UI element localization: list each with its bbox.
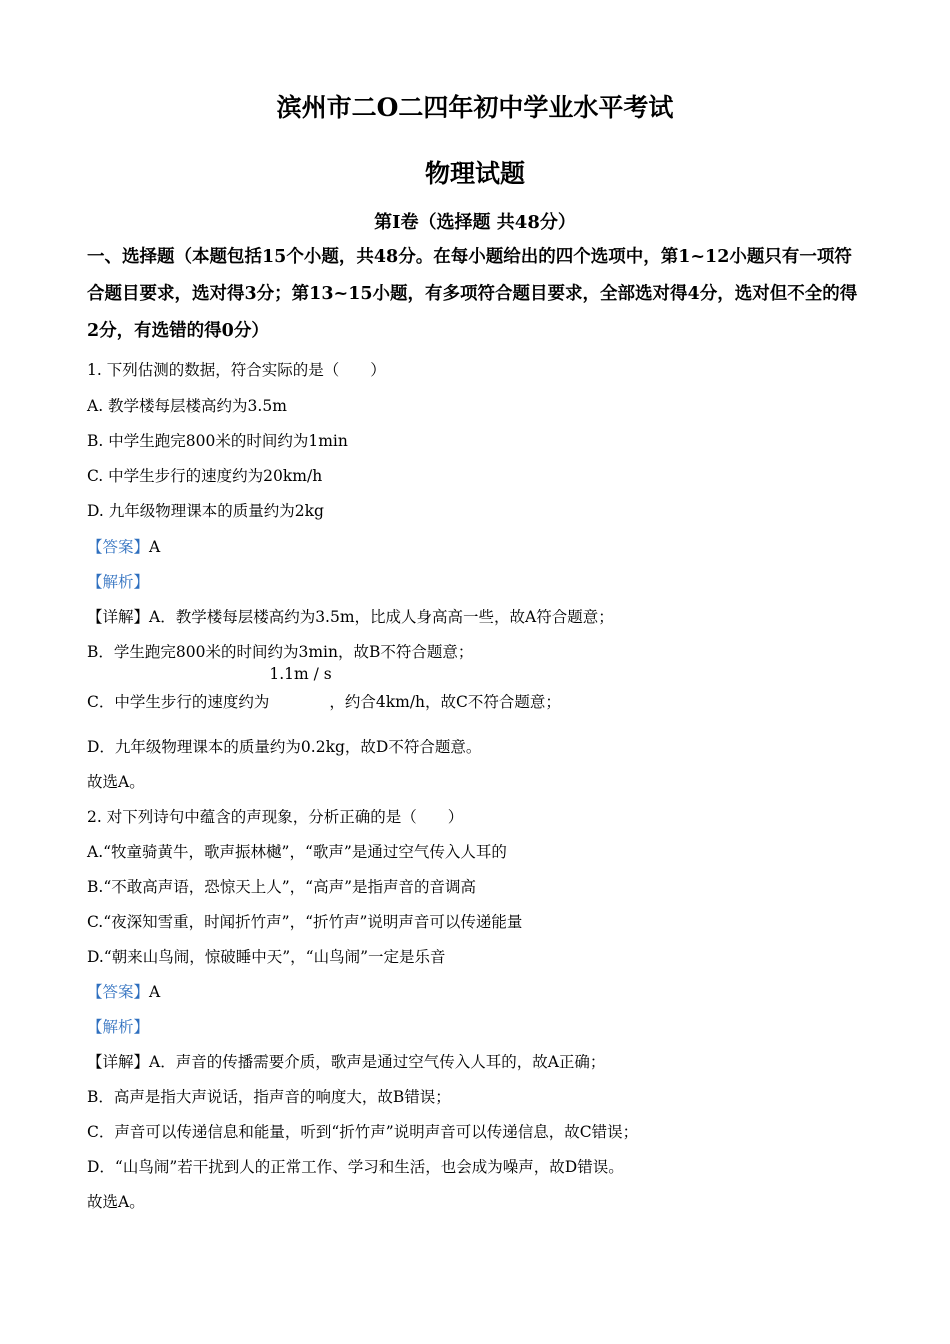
answer-value: A (149, 983, 161, 1001)
q1-option-c: C. 中学生步行的速度约为20km/h (87, 467, 323, 485)
q2-option-c: C.“夜深知雪重，时闻折竹声”，“折竹声”说明声音可以传递能量 (87, 913, 523, 931)
q2-option-a: A.“牧童骑黄牛，歌声振林樾”，“歌声”是通过空气传入人耳的 (87, 843, 507, 861)
q1-detail-b: B．学生跑完800米的时间约为3min，故B不符合题意； (87, 643, 474, 661)
answer-tag: 【答案】 (87, 538, 150, 556)
section-heading: 一、选择题（本题包括15个小题，共48分。在每小题给出的四个选项中，第1~12小题只有一项符合题目要求，选对得3分；第13~15小题，有多项符合题目要求，全部选对得4分，选对但不全的得2分，有选错的得0分） (87, 247, 858, 341)
q2-detail-a: 【详解】A．声音的传播需要介质，歌声是通过空气传入人耳的，故A正确； (87, 1053, 606, 1071)
q1-detail-c-tail: ，约合4km/h，故C不符合题意； (329, 693, 561, 711)
speed-formula (269, 665, 332, 707)
subject-title: 物理试题 (424, 159, 525, 188)
q1-conclusion: 故选A。 (87, 773, 145, 791)
q2-option-d: D.“朝来山鸟闹，惊破睡中天”，“山鸟闹”一定是乐音 (87, 948, 446, 966)
q2-stem: 2. 对下列诗句中蕴含的声现象，分析正确的是（ ） (87, 808, 464, 826)
q1-detail-d: D．九年级物理课本的质量约为0.2kg，故D不符合题意。 (87, 738, 482, 756)
q2-detail-c: C．声音可以传递信息和能量，听到“折竹声”说明声音可以传递信息，故C错误； (87, 1123, 639, 1141)
q2-detail-b: B．高声是指大声说话，指声音的响度大，故B错误； (87, 1088, 451, 1106)
q1-option-a: A. 教学楼每层楼高约为3.5m (87, 397, 287, 415)
answer-value: A (149, 538, 161, 556)
q1-option-b: B. 中学生跑完800米的时间约为1min (87, 432, 348, 450)
q2-option-b: B.“不敢高声语，恐惊天上人”，“高声”是指声音的音调高 (87, 878, 477, 896)
volume-title: 第Ⅰ卷（选择题 共48分） (374, 212, 576, 233)
q2-answer (87, 980, 160, 1002)
q1-answer (87, 535, 160, 557)
q1-stem: 1. 下列估测的数据，符合实际的是（ ） (87, 361, 386, 379)
q1-detail-c-text: C．中学生步行的速度约为 (87, 693, 270, 711)
speed-formula-text: 1.1m / s (269, 665, 332, 683)
q1-option-d: D. 九年级物理课本的质量约为2kg (87, 502, 324, 520)
exam-title: 滨州市二O二四年初中学业水平考试 (276, 93, 674, 122)
q2-analysis-tag: 【解析】 (87, 1018, 150, 1036)
q1-analysis-tag: 【解析】 (87, 573, 150, 591)
q1-detail-a: 【详解】A．教学楼每层楼高约为3.5m，比成人身高高一些，故A符合题意； (87, 608, 614, 626)
q2-detail-d: D．“山鸟闹”若干扰到人的正常工作、学习和生活，也会成为噪声，故D错误。 (87, 1158, 624, 1176)
q2-conclusion: 故选A。 (87, 1193, 145, 1211)
answer-tag: 【答案】 (87, 983, 150, 1001)
q1-detail-c (87, 665, 561, 712)
